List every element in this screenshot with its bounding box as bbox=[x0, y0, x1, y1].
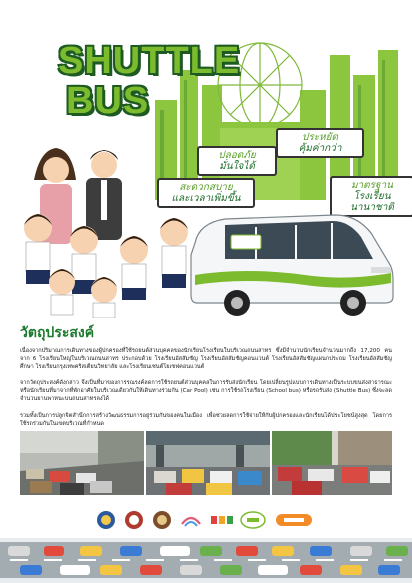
thaihealth-logo-icon bbox=[210, 510, 234, 530]
bubble-economy-line2: คุ้มค่ากว่า bbox=[298, 143, 342, 154]
traffic-photo-3 bbox=[272, 431, 392, 495]
bubble-economy-line1: ประหยัด bbox=[301, 132, 339, 143]
ssp-seal-icon bbox=[96, 510, 116, 530]
shuttle-van bbox=[185, 205, 397, 317]
rattana-logo-icon bbox=[240, 510, 266, 530]
objectives-heading: วัตถุประสงค์ bbox=[20, 325, 95, 341]
bubble-safety-line1: ปลอดภัย bbox=[218, 150, 256, 161]
ops-logo-icon bbox=[180, 510, 202, 530]
objective-paragraph-1: เนื่องจากปริมาณการเดินทางของผู้ปกครองที่ใช้รถยนต์ส่วนบุคคลของนักเรียนโรงเรียนในบริเวณถนนสาทร ซึ่งมีจำนวนนักเรียนจำนวนมากถึง 17,200 คน จาก 6 โรงเรียนใหญ่ในบริเวณถนนสาทร ประกอบด้วย โรงเรียนอัสสัมชัญ โรงเรียนอัสสัมชัญคอนแวนต์ โรงเรียนอัสสัมชัญแผนกประถม โรงเรียนอัสสัมชัญศึกษา โรงเรียนกรุงเทพคริสเตียนวิทยาลัย และโรงเรียนเซนต์โยเซฟคอนแวนต์ bbox=[20, 347, 392, 370]
objective-paragraph-3: รวมทั้งเป็นการปลูกจิตสำนึกการสร้างวัฒนธรรมการอยู่ร่วมกันของคนในเมือง เพื่อช่วยลดการใช้จ่ายให้กับผู้ปกครองและนักเรียนได้ประโยชน์สูงสุด โดยการใช้รถร่วมกันในเขตบริเวณที่กำหนด bbox=[20, 412, 392, 427]
cartoon-students-group bbox=[4, 110, 204, 318]
traffic-photo-1 bbox=[20, 431, 144, 495]
parent-figure-right bbox=[86, 150, 122, 240]
school-seal-1-icon bbox=[124, 510, 144, 530]
title-line-2: BUS bbox=[66, 80, 150, 122]
sponsor-logos bbox=[96, 510, 316, 530]
shuttle-bus-title bbox=[58, 42, 240, 120]
bubble-safety bbox=[197, 146, 277, 176]
objective-paragraph-2: จากวัตถุประสงค์ดังกล่าว จึงเป็นที่มาของการรณรงค์ลดการใช้รถยนต์ส่วนบุคคลในการรับส่งนักเรียน โดยเปลี่ยนรูปแบบการเดินทางเป็นระบบขนส่งสาธารณะ หรือนักเรียนที่มาจากที่พักอาศัยในบริเวณเดียวกันให้เดินทางร่วมกัน (Car Pool) เช่น การใช้รถโรงเรียน (School bus) หรือรถรับส่ง (Shuttle Bus) ซึ่งจะลดจำนวนยานพาหนะบนถนนสาทรลงได้ bbox=[20, 379, 392, 402]
bubble-economy bbox=[276, 128, 364, 158]
bubble-convenience-line2: และเวลาเพิ่มขึ้น bbox=[171, 193, 241, 204]
school-seal-2-icon bbox=[152, 510, 172, 530]
partner-logo-icon bbox=[274, 510, 314, 530]
road-footer bbox=[0, 538, 412, 583]
bubble-standard-line1: มาตรฐาน bbox=[350, 180, 394, 191]
bubble-safety-line2: มั่นใจได้ bbox=[219, 161, 255, 172]
bubble-convenience-line1: สะดวกสบาย bbox=[179, 182, 233, 193]
title-line-1: SHUTTLE bbox=[58, 40, 241, 82]
traffic-photo-2 bbox=[146, 431, 270, 495]
bubble-standard-line2: โรงเรียนนานาชาติ bbox=[350, 191, 394, 213]
